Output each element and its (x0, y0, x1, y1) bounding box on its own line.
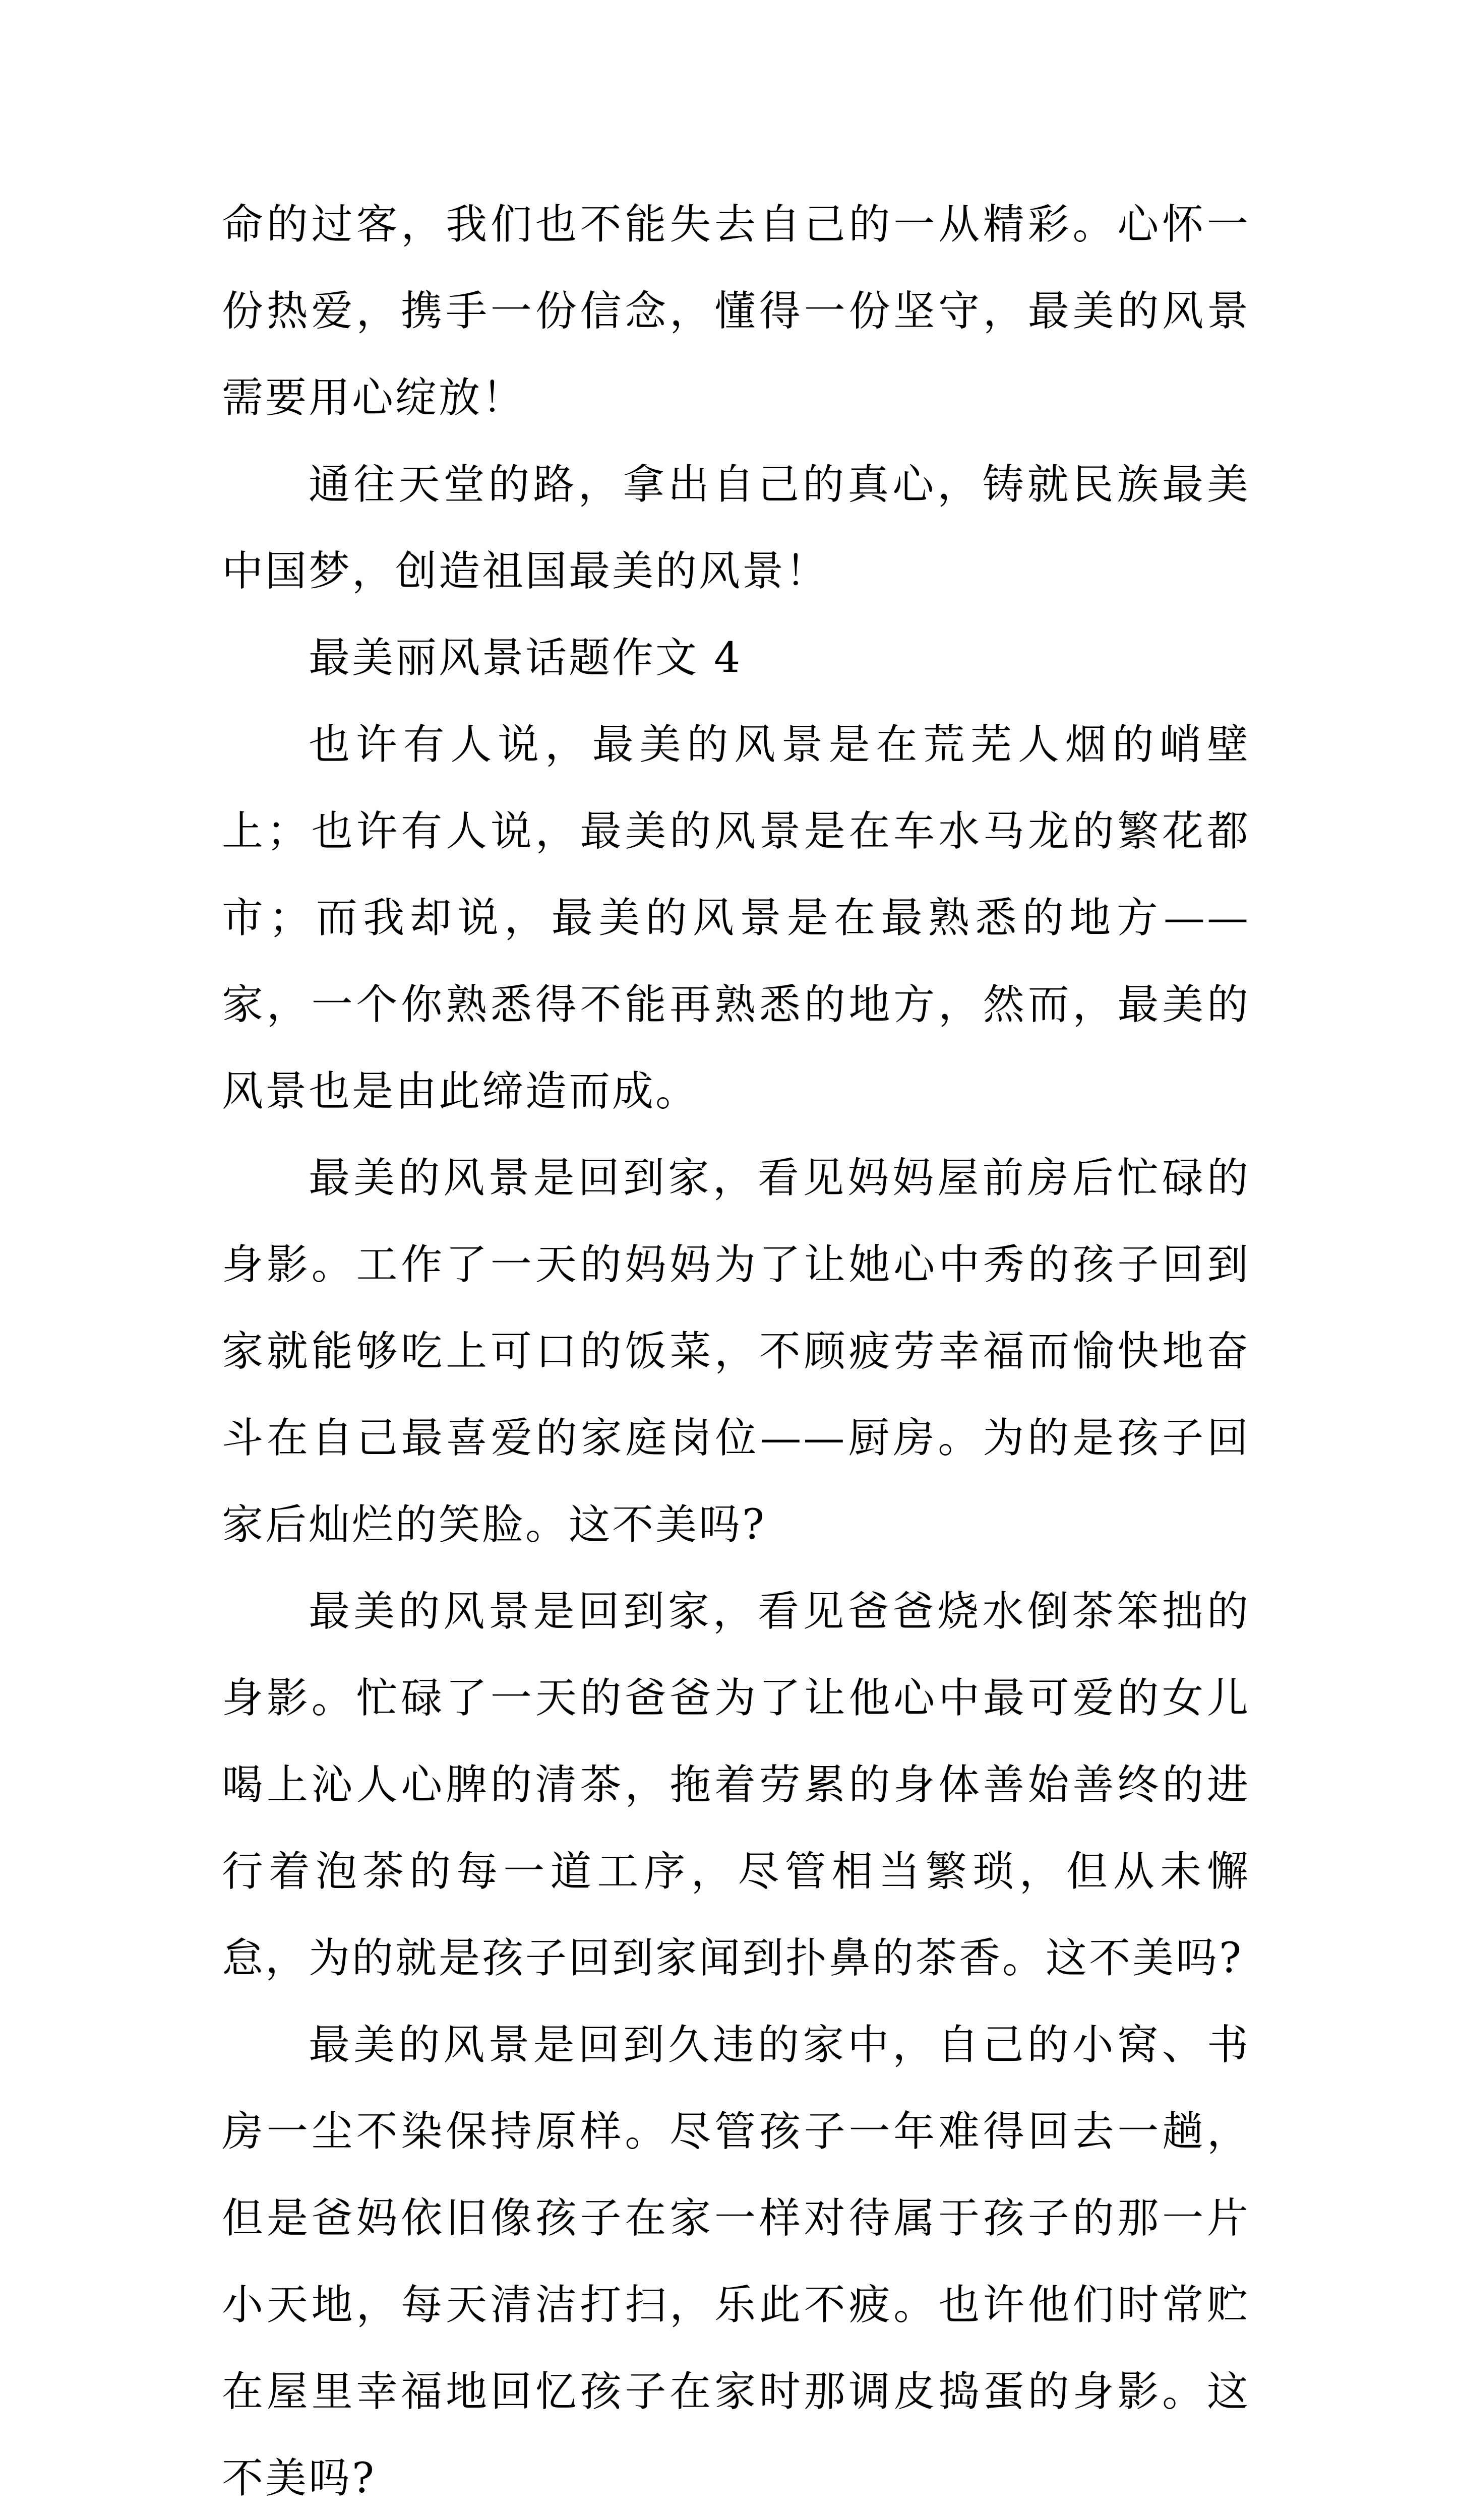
paragraph-china-dream: 通往天堂的路，拿出自己的真心，铸就民族最美中国梦，创造祖国最美的风景！ (222, 461, 1250, 595)
document-body (222, 181, 1250, 2520)
paragraph-room: 最美的风景是回到久违的家中，自己的小窝、书房一尘不染保持原样。尽管孩子一年难得回去一趟，但是爸妈依旧像孩子在家一样对待属于孩子的那一片小天地，每天清洁打扫，乐此不疲。也许他们时常贮在屋里幸福地回忆孩子在家时那调皮捣蛋的身影。这不美吗? (222, 2021, 1250, 2502)
paragraph-mother: 最美的风景是回到家，看见妈妈屋前房后忙碌的身影。工作了一天的妈妈为了让她心中秀的孩子回到家就能够吃上可口的饭菜，不顾疲劳幸福而愉快地奋斗在自己最喜爱的家庭岗位——厨房。为的是孩子回家后灿烂的笑脸。这不美吗? (222, 1154, 1250, 1549)
essay-title: 最美丽风景话题作文 4 (309, 634, 743, 682)
paragraph-father: 最美的风景是回到家，看见爸爸烧水倒茶笨拙的身影。忙碌了一天的爸爸为了让他心中最可爱的女儿喝上沁人心脾的清茶，拖着劳累的身体善始善终的进行着泡茶的每一道工序，尽管相当繁琐，但从未懈怠，为的就是孩子回到家闻到扑鼻的茶香。这不美吗? (222, 1588, 1250, 1982)
paragraph-intro-home: 也许有人说，最美的风景是在荒芜人烟的峭壁上；也许有人说，最美的风景是在车水马龙的繁花都市；而我却说，最美的风景是在最熟悉的地方——家，一个你熟悉得不能再熟悉的地方，然而，最美的风景也是由此缔造而成。 (222, 721, 1250, 1115)
paragraph-continuation: 命的过客，我们也不能失去自己的一从精彩。心怀一份热爱，携手一份信念，懂得一份坚守，最美的风景需要用心绽放！ (222, 201, 1250, 422)
